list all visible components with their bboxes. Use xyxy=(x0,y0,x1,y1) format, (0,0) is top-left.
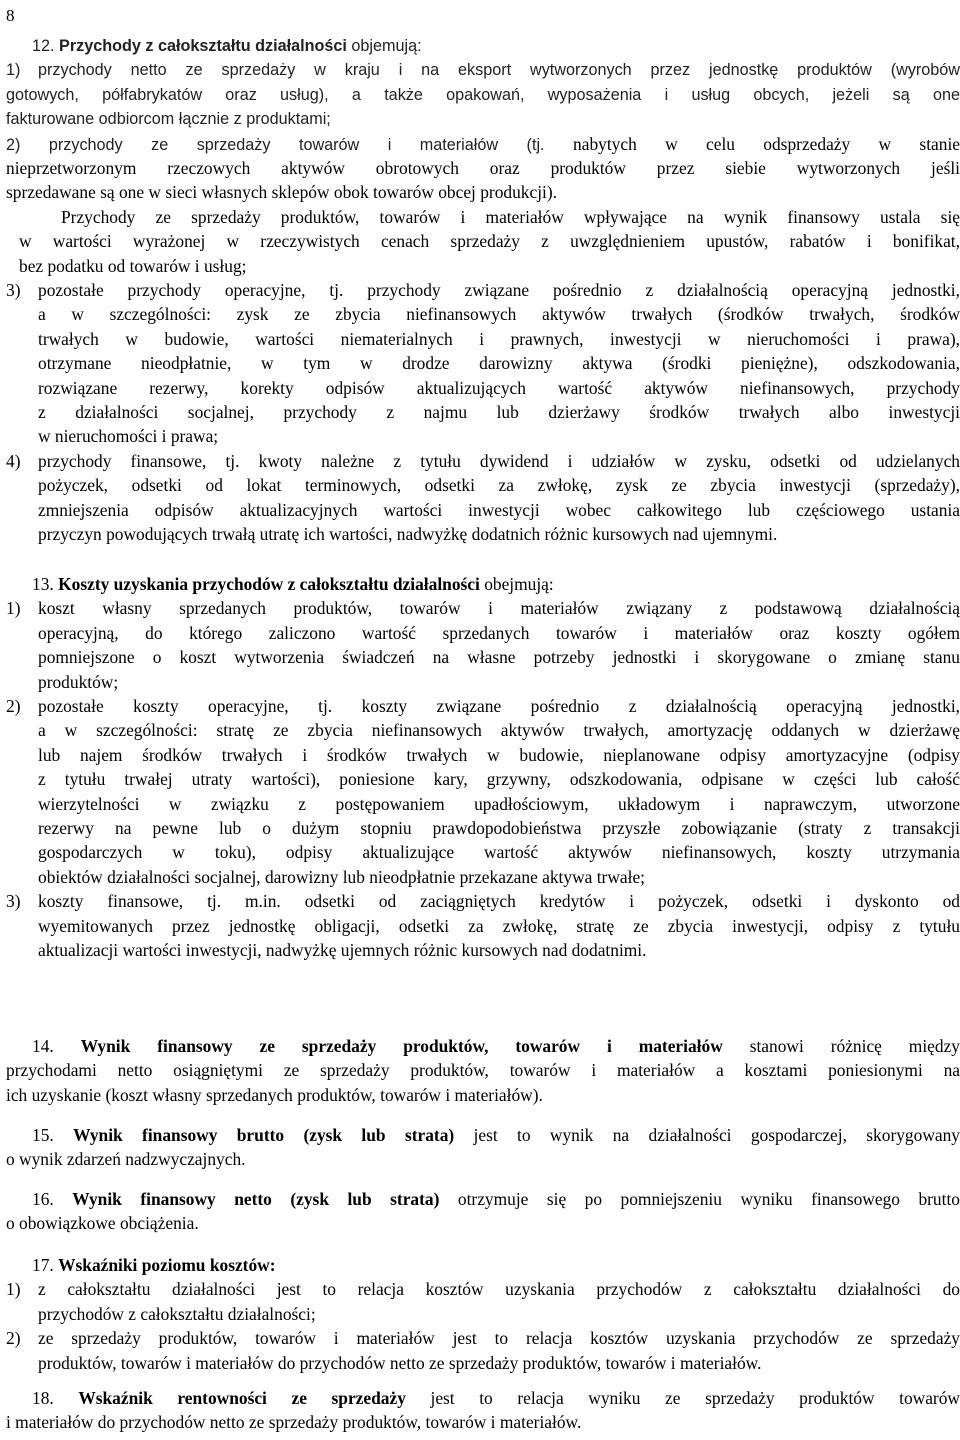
text-line: Przychody ze sprzedaży produktów, towarów i materiałów wpływające na wynik finansowy ustala się xyxy=(61,206,960,227)
item-number: 1) xyxy=(6,598,21,619)
text-line: z działalności socjalnej, przychody z najmu lub dzierżawy środków trwałych albo inwestycji xyxy=(38,402,960,423)
text-line: ze sprzedaży produktów, towarów i materiałów jest to relacja kosztów uzyskania przychodów ze sprzedaży xyxy=(38,1328,960,1349)
section-17-heading xyxy=(6,1253,960,1277)
item-number: 1) xyxy=(6,61,21,80)
text-line: obiektów działalności socjalnej, darowizny lub nieodpłatnie przekazane aktywa trwałe; xyxy=(38,866,645,887)
item-number: 3) xyxy=(6,280,21,301)
text-line: nieprzetworzonym rzeczowych aktywów obrotowych oraz produktów przez siebie wytworzonych jeśli xyxy=(6,158,960,178)
section-18-line-1 xyxy=(6,1386,960,1410)
section-number: 17. xyxy=(32,1255,54,1275)
section-15 xyxy=(6,1123,960,1172)
text-line: w wartości wyrażonej w rzeczywistych cenach sprzedaży z uwzględnieniem upustów, rabatów i bonifikat, xyxy=(19,231,960,252)
section-title-tail: objemują: xyxy=(346,37,422,55)
section-title: Przychody z całokształtu działalności xyxy=(59,37,347,55)
text-line: pozostałe koszty operacyjne, tj. koszty związane pośrednio z działalnością operacyjną jednostki, xyxy=(38,696,960,717)
section-number: 12. xyxy=(32,37,55,55)
list-item-2-line xyxy=(6,132,960,157)
text-line: a w szczególności: stratę ze zbycia niefinansowych aktywów trwałych, amortyzację oddanych w dzierżawę xyxy=(38,720,960,741)
item-number: 4) xyxy=(6,450,21,471)
list-item xyxy=(6,889,960,962)
section-16-line-1 xyxy=(6,1187,960,1211)
text-line: przychodami netto osiągniętymi ze sprzedaży produktów, towarów i materiałów a kosztami poniesionymi na xyxy=(6,1060,960,1081)
text-fragment: nabytych w celu odsprzedaży w stanie xyxy=(573,133,960,154)
list-item xyxy=(6,1277,960,1326)
text-line: w nieruchomości i prawa; xyxy=(38,426,219,447)
item-number: 1) xyxy=(6,1279,21,1300)
text-line: produktów, towarów i materiałów do przychodów netto ze sprzedaży produktów, towarów i materiałów. xyxy=(38,1352,762,1373)
text-line: rozwiązane rezerwy, korekty odpisów aktualizujących wartość aktywów niefinansowych, przychody xyxy=(38,377,960,398)
section-title: Wynik finansowy netto (zysk lub strata) xyxy=(72,1189,440,1209)
text-line: pozostałe przychody operacyjne, tj. przychody związane pośrednio z działalnością operacyjną jednostki, xyxy=(38,280,960,301)
item-number: 3) xyxy=(6,891,21,912)
list-item xyxy=(6,58,960,131)
text-line: z całokształtu działalności jest to relacja kosztów uzyskania przychodów z całokształtu działalności do xyxy=(38,1279,960,1300)
text-line: sprzedawane są one w sieci własnych sklepów obok towarów obcej produkcji). xyxy=(6,182,558,203)
text-line: wyemitowanych przez jednostkę obligacji, odsetki za zwłokę, stratę ze zbycia inwestycji, odpisy z tytułu xyxy=(38,915,960,936)
section-14-line-1 xyxy=(6,1034,960,1058)
section-15-line-1 xyxy=(6,1123,960,1147)
section-title-tail: obejmują: xyxy=(479,574,554,594)
text-line: operacyjną, do którego zaliczono wartość sprzedanych towarów i materiałów oraz koszty ogółem xyxy=(38,622,960,643)
section-12 xyxy=(6,34,960,157)
list-item xyxy=(6,449,960,547)
list-item xyxy=(6,694,960,889)
text-line: aktualizacji wartości inwestycji, nadwyżkę ujemnych różnic kursowych nad dodatnimi. xyxy=(38,940,647,961)
text-line: produktów; xyxy=(38,671,119,692)
section-title: Wskaźnik rentowności ze sprzedaży xyxy=(78,1388,406,1408)
section-13-heading xyxy=(6,572,960,596)
text-line: o obowiązkowe obciążenia. xyxy=(6,1213,199,1234)
text-line: wierzytelności w związku z postępowaniem upadłościowym, układowym i naprawczym, utworzone xyxy=(38,793,960,814)
text-line: lub najem środków trwałych i środków trwałych w budowie, nieplanowane odpisy amortyzacyjne (odpisy xyxy=(38,744,960,765)
section-title: Koszty uzyskania przychodów z całokształtu działalności xyxy=(58,574,480,594)
text-line: pomniejszone o koszt wytworzenia świadczeń na własne potrzeby jednostki i skorygowane o zmianę stanu xyxy=(38,647,960,668)
text-line: przychodów z całokształtu działalności; xyxy=(38,1303,316,1324)
text-fragment: otrzymuje się po pomniejszeniu wyniku finansowego brutto xyxy=(439,1189,960,1209)
text-fragment: stanowi różnicę między xyxy=(722,1036,960,1056)
text-line: pożyczek, odsetki od lokat terminowych, odsetki za zwłokę, zysk ze zbycia inwestycji (sprzedaży), xyxy=(38,475,960,496)
text-line: koszt własny sprzedanych produktów, towarów i materiałów związany z podstawową działalnością xyxy=(38,598,960,619)
text-line: trwałych w budowie, wartości niematerialnych i prawnych, inwestycji w nieruchomości i prawa), xyxy=(38,328,960,349)
section-number: 15. xyxy=(32,1125,54,1145)
text-fragment: 2) przychody ze sprzedaży towarów i materiałów (tj. xyxy=(6,135,545,154)
section-title: Wynik finansowy ze sprzedaży produktów, towarów i materiałów xyxy=(80,1036,723,1056)
text-line: otrzymane nieodpłatnie, w tym w drodze darowizny aktywa (środki pieniężne), odszkodowania, xyxy=(38,353,960,374)
item-number: 2) xyxy=(6,696,21,717)
list-item xyxy=(6,596,960,694)
section-12-cont xyxy=(6,156,960,547)
text-line: i materiałów do przychodów netto ze sprzedaży produktów, towarów i materiałów. xyxy=(6,1412,582,1433)
text-line: przychody netto ze sprzedaży w kraju i na eksport wytworzonych przez jednostkę produktów (wyrobów xyxy=(38,61,960,80)
text-fragment: jest to wynik na działalności gospodarczej, skorygowany xyxy=(454,1125,960,1145)
list-item xyxy=(6,278,960,449)
item-number: 2) xyxy=(6,1328,21,1349)
section-title: Wskaźniki poziomu kosztów: xyxy=(58,1255,276,1275)
section-title: Wynik finansowy brutto (zysk lub strata) xyxy=(73,1125,455,1145)
section-14 xyxy=(6,1034,960,1107)
text-line: zmniejszenia odpisów aktualizacyjnych wartości inwestycji wobec całkowitego lub częściowego ustania xyxy=(38,499,960,520)
section-17 xyxy=(6,1253,960,1375)
text-line: fakturowane odbiorcom łącznie z produktami; xyxy=(6,110,331,129)
section-number: 16. xyxy=(32,1189,54,1209)
text-line: koszty finansowe, tj. m.in. odsetki od zaciągniętych kredytów i pożyczek, odsetki i dyskonto od xyxy=(38,891,960,912)
section-16 xyxy=(6,1187,960,1236)
text-line: o wynik zdarzeń nadzwyczajnych. xyxy=(6,1149,246,1170)
text-line: bez podatku od towarów i usług; xyxy=(19,255,247,276)
text-line: przychody finansowe, tj. kwoty należne z tytułu dywidend i udziałów w zysku, odsetki od udzielanych xyxy=(38,450,960,471)
text-line: a w szczególności: zysk ze zbycia niefinansowych aktywów trwałych (środków trwałych, środków xyxy=(38,304,960,325)
page-number: 8 xyxy=(6,6,15,25)
text-line: gotowych, półfabrykatów oraz usług), a także opakowań, wyposażenia i usług obcych, jeżeli są one xyxy=(6,85,960,104)
text-line: ich uzyskanie (koszt własny sprzedanych produktów, towarów i materiałów). xyxy=(6,1084,543,1105)
text-line: gospodarczych w toku), odpisy aktualizujące wartość aktywów niefinansowych, koszty utrzymania xyxy=(38,842,960,863)
section-number: 14. xyxy=(32,1036,54,1056)
text-line: przyczyn powodujących trwałą utratę ich wartości, nadwyżkę dodatnich różnic kursowych nad ujemnymi. xyxy=(38,524,778,545)
text-line: rezerwy na pewne lub o dużym stopniu prawdopodobieństwa przyszłe zobowiązanie (straty z transakcji xyxy=(38,818,960,839)
text-fragment: jest to relacja wyniku ze sprzedaży produktów towarów xyxy=(405,1388,960,1408)
text-line: z tytułu trwałej utraty wartości), poniesione kary, grzywny, odszkodowania, odpisane w części lub całość xyxy=(38,769,960,790)
section-number: 13. xyxy=(32,574,54,594)
section-number: 18. xyxy=(32,1388,54,1408)
section-18 xyxy=(6,1386,960,1435)
list-item xyxy=(6,1326,960,1375)
section-13 xyxy=(6,572,960,963)
section-12-heading xyxy=(6,34,960,58)
